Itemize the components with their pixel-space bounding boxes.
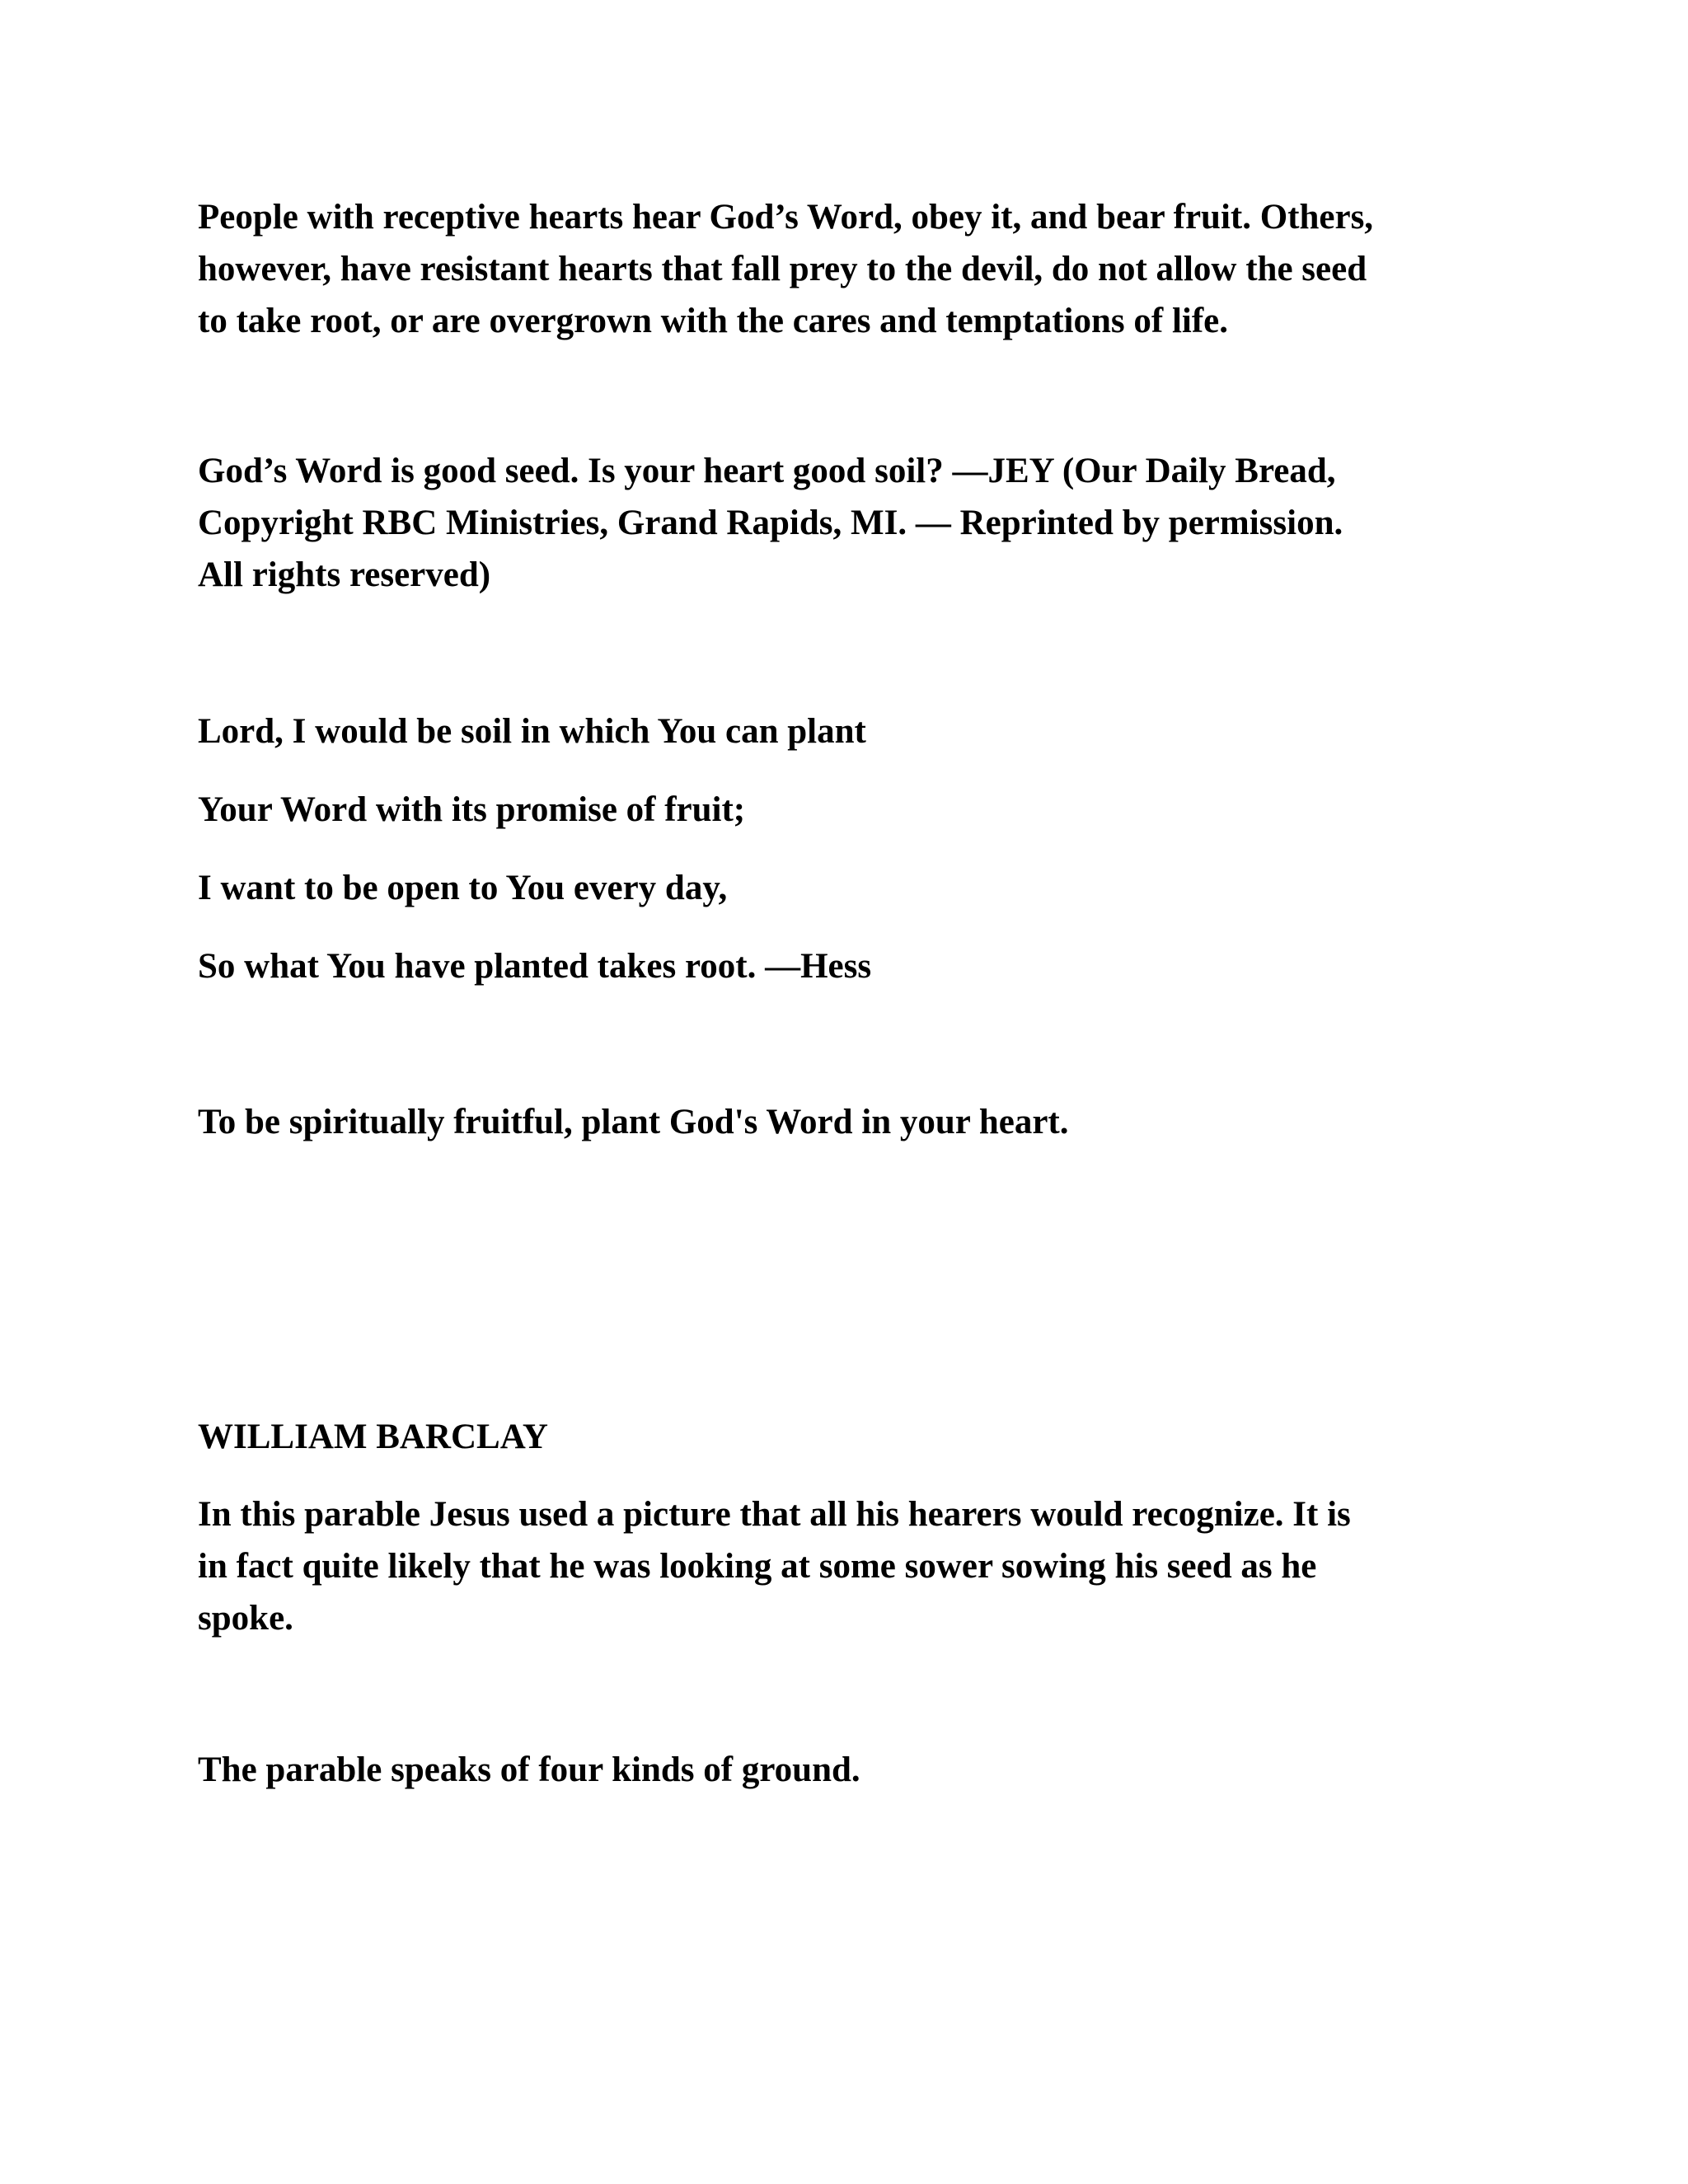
poem-line: Lord, I would be soil in which You can plant (198, 712, 866, 751)
poem-line: I want to be open to You every day, (198, 869, 728, 907)
section-heading: WILLIAM BARCLAY (198, 1418, 548, 1456)
motto-line: To be spiritually fruitful, plant God's Word in your heart. (198, 1103, 1069, 1141)
paragraph-four-kinds: The parable speaks of four kinds of ground. (198, 1750, 860, 1789)
text-line: In this parable Jesus used a picture that all his hearers would recognize. It is (198, 1495, 1351, 1534)
text-line: spoke. (198, 1599, 293, 1638)
text-line: to take root, or are overgrown with the cares and temptations of life. (198, 302, 1229, 340)
paragraph-good-seed (198, 445, 1500, 601)
text-line: Copyright RBC Ministries, Grand Rapids, MI. — Reprinted by permission. (198, 504, 1343, 542)
text-line: in fact quite likely that he was looking at some sower sowing his seed as he (198, 1547, 1317, 1586)
poem-line: Your Word with its promise of fruit; (198, 790, 746, 829)
text-line: People with receptive hearts hear God’s Word, obey it, and bear fruit. Others, (198, 198, 1374, 237)
poem-line: So what You have planted takes root. —Hess (198, 947, 872, 986)
paragraph-receptive-hearts (198, 191, 1500, 347)
paragraph-barclay-parable (198, 1488, 1500, 1644)
text-line: All rights reserved) (198, 555, 491, 594)
text-line: God’s Word is good seed. Is your heart good soil? —JEY (Our Daily Bread, (198, 452, 1336, 490)
text-line: however, have resistant hearts that fall prey to the devil, do not allow the seed (198, 250, 1367, 288)
